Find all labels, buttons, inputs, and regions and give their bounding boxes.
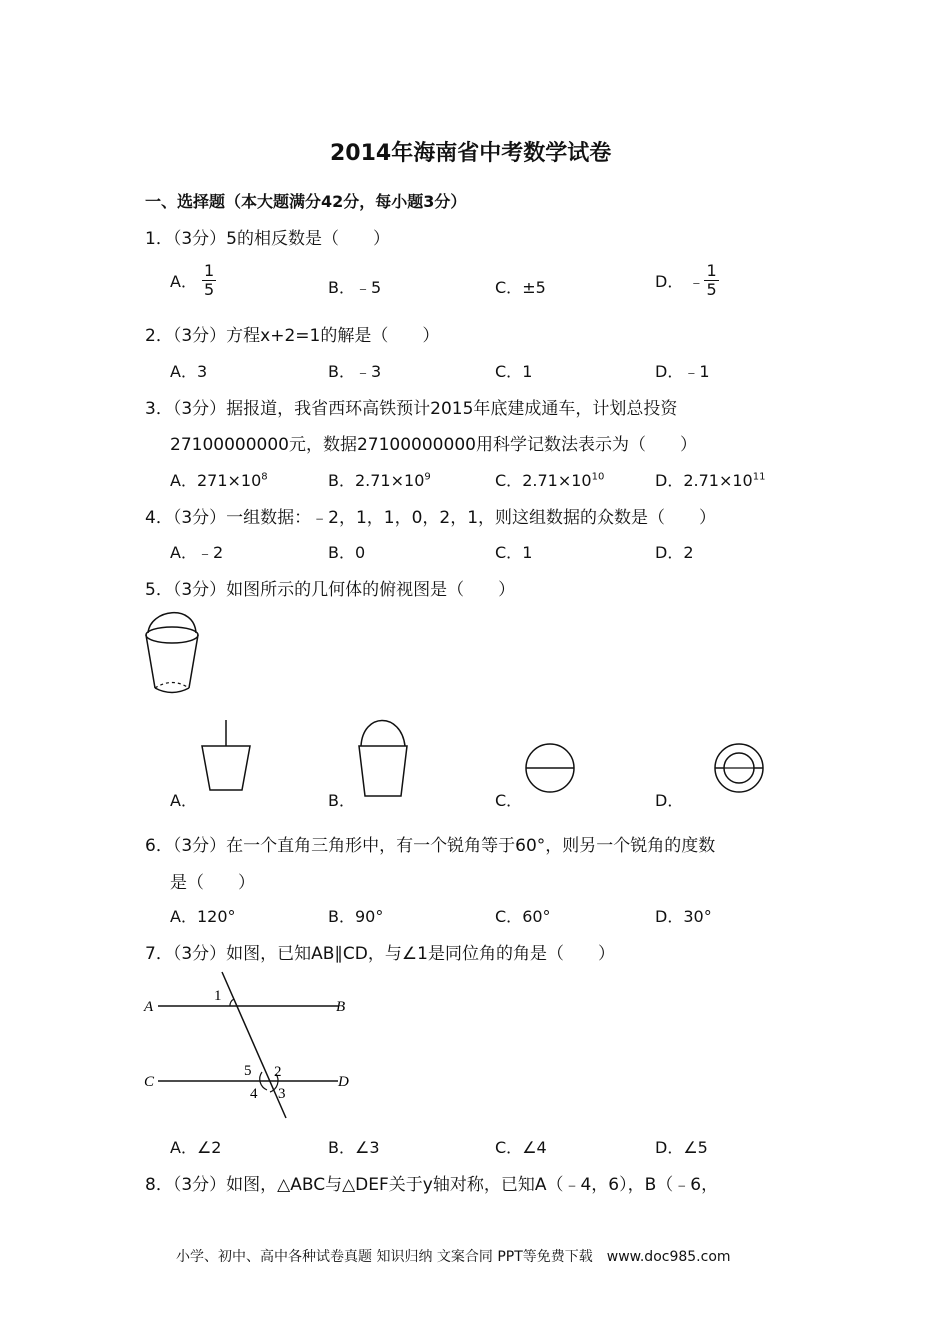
option-3a	[170, 468, 268, 491]
question-4	[145, 503, 716, 528]
option-5c	[495, 788, 522, 811]
option-text: 3	[196, 362, 208, 381]
option-letter: D．	[655, 471, 684, 490]
parallel-lines-figure	[140, 968, 360, 1123]
option-letter: B．	[328, 362, 355, 381]
option-4c	[495, 540, 532, 563]
question-3	[145, 394, 677, 419]
question-number: 1．	[145, 229, 173, 249]
option-5d	[655, 788, 683, 811]
label-angle-2: 2	[274, 1064, 282, 1080]
option-letter: C．	[495, 907, 523, 926]
option-exponent: 10	[591, 471, 605, 483]
option-6c	[495, 904, 551, 927]
option-letter: D．	[655, 791, 684, 810]
label-angle-4: 4	[250, 1086, 258, 1102]
option-base: 2.71×10	[683, 471, 753, 490]
option-3b	[328, 468, 431, 491]
option-5a	[170, 788, 197, 811]
option-text: 1	[522, 362, 533, 381]
option-2a	[170, 359, 207, 382]
option-letter: C．	[495, 543, 523, 562]
option-4d	[655, 540, 694, 563]
option-1c	[495, 275, 546, 298]
option-4b	[328, 540, 365, 563]
option-1a	[170, 262, 216, 299]
question-1	[145, 224, 390, 249]
option-letter: A．	[170, 272, 197, 291]
option-letter: C．	[495, 471, 523, 490]
label-d: D	[338, 1074, 349, 1090]
option-letter: A．	[170, 791, 197, 810]
fraction-denominator: 5	[204, 280, 215, 299]
option-1b	[328, 275, 381, 298]
option-d-figure	[713, 742, 767, 796]
option-base: 271×10	[196, 471, 262, 490]
option-5b	[328, 788, 355, 811]
option-letter: D．	[655, 543, 684, 562]
option-text: ﹣5	[354, 278, 382, 297]
question-stem: （3分）5的相反数是（ ）	[172, 229, 390, 249]
option-base: 2.71×10	[354, 471, 425, 490]
option-text: ∠2	[196, 1138, 222, 1157]
option-1d	[655, 262, 719, 299]
option-text: ﹣3	[354, 362, 382, 381]
question-stem: （3分）据报道，我省西环高铁预计2015年底建成通车，计划总投资	[172, 399, 678, 419]
question-stem: （3分）如图所示的几何体的俯视图是（ ）	[172, 580, 516, 600]
question-number: 2．	[145, 326, 173, 346]
option-exponent: 11	[752, 471, 766, 483]
fraction-numerator: 1	[204, 261, 215, 280]
option-text: ∠4	[522, 1138, 547, 1157]
fraction	[704, 262, 718, 299]
option-letter: B．	[328, 907, 355, 926]
question-stem: （3分）方程x+2=1的解是（ ）	[172, 326, 440, 346]
label-angle-1: 1	[214, 988, 222, 1004]
option-6b	[328, 904, 383, 927]
option-letter: C．	[495, 1138, 523, 1157]
question-6-line2: 是（ ）	[170, 873, 255, 893]
option-letter: B．	[328, 1138, 355, 1157]
question-number: 4．	[145, 508, 173, 528]
option-letter: A．	[170, 362, 197, 381]
question-number: 3．	[145, 399, 173, 419]
option-text: ﹣1	[683, 362, 710, 381]
option-text: ﹣2	[196, 543, 224, 562]
option-6a	[170, 904, 236, 927]
option-letter: D．	[655, 907, 684, 926]
option-text: 90°	[354, 907, 384, 926]
question-8	[145, 1170, 718, 1195]
question-7	[145, 939, 615, 964]
question-number: 8．	[145, 1175, 173, 1195]
question-stem: （3分）如图，△ABC与△DEF关于y轴对称，已知A（﹣4，6），B（﹣6，	[172, 1175, 719, 1195]
option-text: 30°	[683, 907, 712, 926]
question-6	[145, 831, 715, 856]
option-letter: B．	[328, 543, 355, 562]
option-text: 120°	[196, 907, 236, 926]
question-5	[145, 575, 515, 600]
option-exponent: 8	[261, 471, 268, 483]
label-a: A	[144, 999, 154, 1015]
question-stem: （3分）在一个直角三角形中，有一个锐角等于60°，则另一个锐角的度数	[172, 836, 716, 856]
option-letter: B．	[328, 278, 355, 297]
option-7a	[170, 1135, 221, 1158]
option-text: 60°	[522, 907, 551, 926]
option-3c	[495, 468, 604, 491]
option-letter: B．	[328, 471, 355, 490]
question-3-line2: 27100000000元，数据27100000000用科学记数法表示为（ ）	[170, 435, 697, 455]
option-6d	[655, 904, 712, 927]
page-footer: 小学、初中、高中各种试卷真题 知识归纳 文案合同 PPT等免费下载 www.doc985.com	[176, 1249, 731, 1265]
option-c-figure	[524, 742, 578, 796]
option-letter: A．	[170, 471, 197, 490]
question-2	[145, 321, 439, 346]
label-c: C	[144, 1074, 155, 1090]
option-7d	[655, 1135, 708, 1158]
section-heading: 一、选择题（本大题满分42分，每小题3分）	[145, 192, 467, 211]
option-text: 1	[522, 543, 533, 562]
option-text: 0	[354, 543, 366, 562]
option-letter: D．	[655, 1138, 684, 1157]
fraction-numerator: 1	[706, 261, 717, 280]
option-a-figure	[198, 718, 258, 798]
option-text: 2	[683, 543, 694, 562]
option-letter: A．	[170, 543, 197, 562]
option-b-figure	[355, 716, 415, 802]
option-letter: A．	[170, 1138, 197, 1157]
option-sign: ﹣	[688, 272, 705, 291]
question-number: 7．	[145, 944, 173, 964]
bucket-solid-figure	[140, 605, 210, 700]
option-4a	[170, 540, 223, 563]
option-letter: D．	[655, 362, 684, 381]
option-7c	[495, 1135, 547, 1158]
option-exponent: 9	[424, 471, 431, 483]
option-letter: B．	[328, 791, 355, 810]
option-2c	[495, 359, 532, 382]
fraction-denominator: 5	[706, 280, 717, 299]
option-7b	[328, 1135, 380, 1158]
option-letter: D．	[655, 272, 684, 291]
option-base: 2.71×10	[522, 471, 592, 490]
question-stem: （3分）如图，已知AB∥CD，与∠1是同位角的角是（ ）	[172, 944, 615, 964]
question-number: 6．	[145, 836, 173, 856]
option-text: ∠3	[354, 1138, 380, 1157]
label-angle-5: 5	[244, 1063, 252, 1079]
option-3d	[655, 468, 765, 491]
option-text: ∠5	[683, 1138, 708, 1157]
option-2b	[328, 359, 381, 382]
option-letter: C．	[495, 362, 523, 381]
option-letter: C．	[495, 791, 523, 810]
question-number: 5．	[145, 580, 173, 600]
option-letter: A．	[170, 907, 197, 926]
label-angle-3: 3	[278, 1086, 286, 1102]
question-stem: （3分）一组数据：﹣2，1，1，0，2，1，则这组数据的众数是（ ）	[172, 508, 717, 528]
option-text: ±5	[522, 278, 546, 297]
fraction	[202, 262, 216, 299]
label-b: B	[336, 999, 346, 1015]
page-title: 2014年海南省中考数学试卷	[330, 141, 612, 166]
option-2d	[655, 359, 710, 382]
option-letter: C．	[495, 278, 523, 297]
